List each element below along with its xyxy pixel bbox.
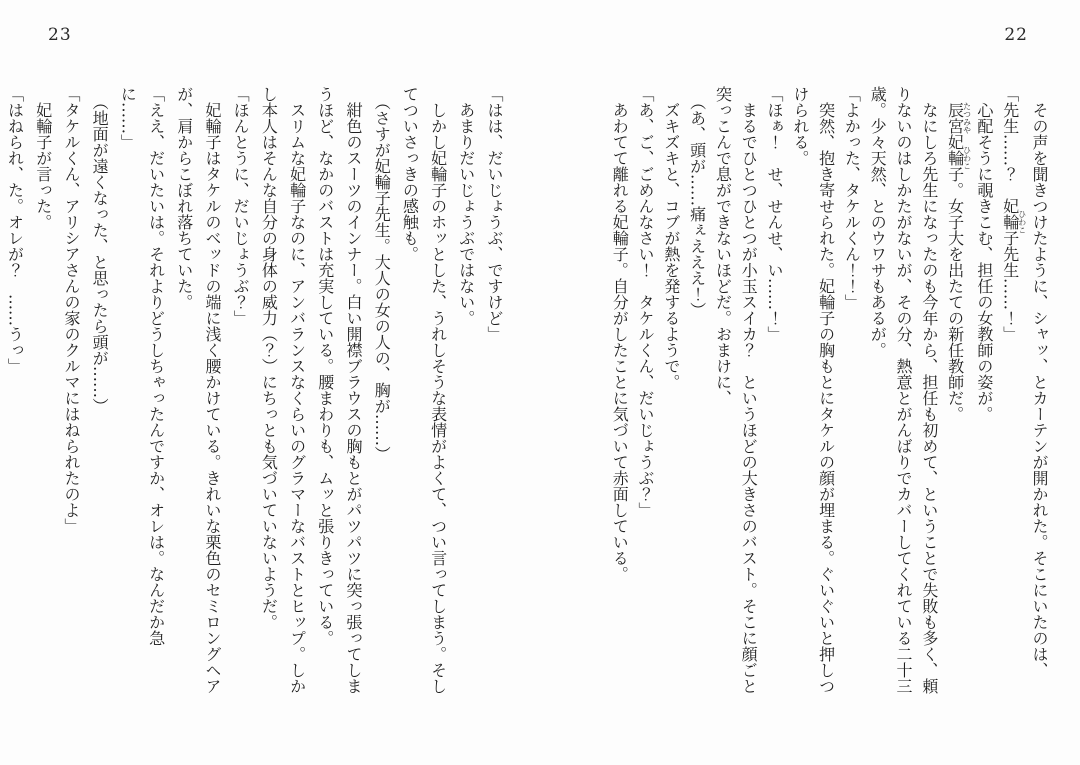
page-number-right: 22 (1004, 25, 1028, 45)
text-line: 紺色のスーツのインナー。白い開襟ブラウスの胸もとがパツパツに突っ張ってしま (343, 86, 363, 694)
text-line: 「タケルくん、アリシアさんの家のクルマにはねられたのよ」 (61, 86, 81, 534)
text-line: りないのはしかたがないが、その分、熱意とがんばりでカバーしてくれている二十三 (894, 86, 914, 694)
text-line: 「はねられ、た。オレが？ ……うっ」 (5, 86, 25, 374)
text-line: （地面が遠くなった、と思ったら頭が……） (90, 86, 110, 414)
text-line: し本人はそんな自分の身体の威力（？）にちっとも気づいていないようだ。 (259, 86, 279, 630)
text-line: 突っこんで息ができないほどだ。おまけに、 (713, 86, 733, 406)
text-line: スリムな妃輪子なのに、アンバランスなくらいのグラマーなバストとヒップ。しか (287, 86, 307, 694)
right-page-text (610, 86, 1052, 698)
ruby-annotated-text: 妃輪子ひわこ (945, 134, 972, 182)
text-line: 「ええ、だいたいは。それよりどうしちゃったんですか、オレは。なんだか急に……」 (118, 86, 166, 646)
text-line: 妃輪子が言った。 (33, 86, 53, 230)
text-line: 突然、抱き寄せられた。妃輪子の胸もとにタケルの顔が埋まる。ぐいぐいと押しつ (816, 86, 836, 694)
left-page-text (5, 86, 508, 698)
text-line: 歳。少々天然、とのウワサもあるが。 (868, 86, 888, 358)
text-line: 「先生……？ 妃輪子ひわこ先生……！」 (1000, 86, 1027, 342)
text-line: が、肩からこぼれ落ちていた。 (174, 86, 194, 310)
text-line: けられる。 (790, 86, 810, 166)
text-line: 妃輪子はタケルのベッドの端に浅く腰かけている。きれいな栗色のセミロングヘア (202, 86, 222, 694)
text-line: その声を聞きつけたように、シャッ、とカーテンが開かれた。そこにいたのは、 (1030, 86, 1049, 678)
ruby-annotated-text: 辰宮たつみや (945, 102, 972, 134)
text-line: なにしろ先生になったのも今年から、担任も初めて、ということで失敗も多く、頼 (919, 86, 939, 694)
text-line: （あ、頭が……痛ぇえええ！） (687, 86, 707, 318)
text-line: あわてて離れる妃輪子。自分がしたことに気づいて赤面している。 (610, 86, 630, 582)
text-line: てついさっきの感触も。 (400, 86, 420, 262)
text-line: 「ほんとうに、だいじょうぶ？」 (231, 86, 251, 326)
text-line: まるでひとつひとつが小玉スイカ？ というほどの大きさのバスト。そこに顔ごと (739, 86, 759, 694)
text-line: うほど、なかのバストは充実している。腰まわりも、ムッと張りきっている。 (315, 86, 335, 646)
page-number-left: 23 (48, 25, 72, 45)
text-line: ズキズキと、コブが熱を発するようで。 (661, 86, 681, 390)
text-line: （さすが妃輪子先生。大人の女の人の、胸が……） (372, 86, 392, 462)
ruby-annotated-text: 妃輪子ひわこ (1000, 198, 1027, 246)
text-line: 「よかった、タケルくん！！」 (842, 86, 862, 310)
text-line: 「はは、だいじょうぶ、ですけど」 (485, 86, 504, 342)
text-line: 辰宮たつみや妃輪子ひわこ。女子大を出たての新任教師だ。 (945, 102, 972, 422)
text-line: 心配そうに覗きこむ、担任の女教師の姿が。 (974, 86, 994, 422)
text-line: 「ほぁ！ せ、せんせ、い……！」 (765, 86, 785, 342)
text-line: しかし妃輪子のホッとした、うれしそうな表情がよくて、つい言ってしまう。そし (428, 86, 448, 694)
text-line: あまりだいじょうぶではない。 (456, 86, 476, 326)
text-line: 「あ、ご、ごめんなさい！ タケルくん、だいじょうぶ？」 (636, 86, 656, 518)
